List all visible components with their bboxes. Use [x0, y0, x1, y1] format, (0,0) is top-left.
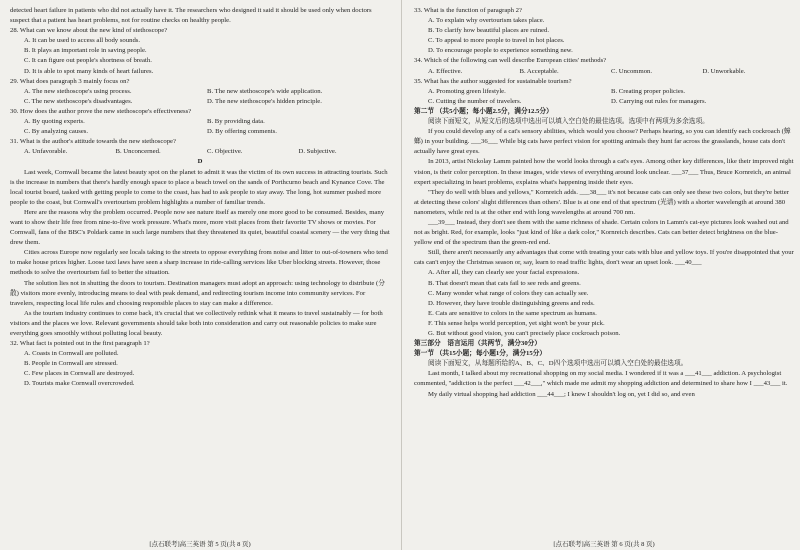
option-32d: D. Tourists make Cornwall overcrowded. — [24, 380, 135, 388]
option-28d: D. It is able to spot many kinds of heart failures. — [24, 67, 154, 75]
option-32a: A. Coasts in Cornwall are polluted. — [24, 350, 119, 358]
option-f: F. This sense helps world perception, yet sight won't be your pick. — [428, 319, 605, 327]
option-28b: B. It plays an important role in saving people. — [24, 47, 147, 55]
question-28: 28. What can we know about the new kind of stethoscope? — [10, 27, 168, 35]
option-32b: B. People in Cornwall are stressed. — [24, 360, 118, 368]
option-e: E. Cats are sensitive to colors in the same spectrum as humans. — [428, 309, 597, 317]
page-divider — [401, 0, 402, 550]
option-28a: A. It can be used to access all body sounds. — [24, 37, 141, 45]
option-29d: D. The new stethoscope's hidden principle. — [207, 97, 322, 105]
passage-d-paragraph-2: Here are the reasons why the problem occurred. People now see nature itself as merely one more good to be consumed. Besides, many want to show their life free from nine-to-five work pressure. What's more, more visit places from their favorite TV shows or movies. For Cornwall, fans of the BBC's Poldark came in such large numbers that they threatened its quiet, beautiful coastal scenery — the very thing that drew them. — [10, 208, 390, 247]
passage-c-tail: detected heart failure in patients who did not actually have it. The researchers who designed it said it should be used only when doctors suspect that a patient has heart problems, not for routine checks on healthy people. — [10, 7, 372, 25]
passage-d-paragraph-1: Last week, Cornwall became the latest beauty spot on the planet to admit it was the victim of its own success in attracting tourists. Such is the increase in numbers that there's hardly enough space to place a beach towel on the sands of Porthcurno beach and Kynance Cove. The local tourist board, tasked with getting people to come to the coast, has had to ask people to stay away. The long, hot summer pushed more people to the coast, but Cornwall's overtourism problem highlights a number of familiar trends. — [10, 168, 388, 206]
left-page-footer: [点石联考]高三英语 第 5 页(共 8 页) — [149, 541, 251, 548]
option-35d: D. Carrying out rules for managers. — [611, 97, 707, 105]
option-31c: C. Objective. — [207, 148, 243, 156]
question-32: 32. What fact is pointed out in the first paragraph 1? — [10, 340, 150, 348]
option-31d: D. Subjective. — [298, 148, 337, 156]
option-30c: C. By analyzing causes. — [24, 128, 89, 136]
option-31a: A. Unfavorable. — [24, 148, 68, 156]
option-29a: A. The new stethoscope's using process. — [24, 87, 132, 95]
option-31b: B. Unconcerned. — [115, 148, 161, 156]
option-33a: A. To explain why overtourism takes place. — [428, 17, 545, 25]
part-3-heading: 第三部分 语言运用（共两节，满分30分） — [414, 340, 542, 348]
option-a: A. After all, they can clearly see your facial expressions. — [428, 269, 580, 277]
question-31: 31. What is the author's attitude towards the new stethoscope? — [10, 138, 176, 146]
passage-d-paragraph-5: As the tourism industry continues to come back, it's crucial that we collectively rethink what it means to travel sustainably — for both visitors and the places we love. Relevant governments should take both into consideration and carry out reasonable policies to make sure everything goes smoothly without polluting local beauty. — [10, 309, 383, 337]
cat-passage-paragraph-2: In 2013, artist Nickolay Lamm painted how the world looks through a cat's eyes. Among other key differences, like their improved night vision, is their color perception. In these images, wide views of everything around look unclear. ___37___ Thus, Bruce Kornreich, an animal expert specializing in heart problems, explains what's happening inside their eyes. — [414, 158, 794, 186]
option-30a: A. By quoting experts. — [24, 118, 85, 126]
cat-passage-paragraph-3: "They do well with blues and yellows," Kornreich adds. ___38___ it's not because cats can only see these two colors, but they're better at detecting these colors' slight differences than others'. Blue is at one end of that spectrum (光谱) with a shorter wavelength at around 380 nanometers, while red is at the other end with long wavelengths at around 700 nm. — [414, 188, 789, 216]
cloze-paragraph-2: My daily virtual shopping had addiction ___44___; I knew I shouldn't log on, yet I did so, and even — [428, 390, 695, 398]
cloze-paragraph-1: Last month, I talked about my recreational shopping on my social media. I wondered if it was a ___41___ addiction. A psychologist commented, "addiction is the perfect ___42___," which made me admit my shopping addiction and determined to share how I ___43___ it. — [414, 370, 788, 388]
option-g: G. But without good vision, you can't precisely place cockroach poison. — [428, 330, 621, 337]
option-33d: D. To encourage people to experience something new. — [428, 47, 573, 55]
cat-passage-paragraph-1: If you could develop any of a cat's sensory abilities, which would you choose? Perhaps hearing, so you can identify each cockroach (蟑螂) in your building. ___36___ While big cats have perfect vision for spotting animals they hunt far across the grasslands, house cats don't actually have great eyes. — [414, 128, 791, 156]
option-b: B. That doesn't mean that cats fail to see reds and greens. — [428, 279, 581, 287]
left-page — [10, 6, 390, 390]
option-33b: B. To clarify how beautiful places are ruined. — [428, 27, 550, 35]
option-32c: C. Few places in Cornwall are destroyed. — [24, 370, 135, 378]
option-34d: D. Unworkable. — [702, 67, 746, 75]
section-1-instructions: 阅读下面短文，从每题所给的A、B、C、D四个选项中选出可以填入空白处的最佳选项。 — [428, 360, 688, 368]
option-30d: D. By offering comments. — [207, 128, 277, 136]
passage-d-paragraph-3: Cities across Europe now regularly see locals taking to the streets to oppose everything from noise and litter to out-of-towners who tend to make house prices higher. Loose taxi laws have seen a sharp increase in ride-calling services like Uber blocking streets. However, those methods to solve the overtourism fail to better the situation. — [10, 249, 388, 277]
passage-d-paragraph-4: The solution lies not in shutting the doors to tourism. Destination managers must adopt an approach: using technology to distribute (分散) visitors more evenly, introducing means to deal with peak demand, and redirecting tourism income into community services. For travelers, respecting local life rules and choosing responsible places to stay can make a difference. — [10, 279, 385, 307]
question-33: 33. What is the function of paragraph 2? — [414, 7, 522, 14]
question-35: 35. What has the author suggested for sustainable tourism? — [414, 77, 572, 85]
section-1-heading: 第一节 （共15小题；每小题1分，满分15分） — [414, 350, 547, 358]
option-28c: C. It can figure out people's shortness of breath. — [24, 57, 152, 65]
question-29: 29. What does paragraph 3 mainly focus on? — [10, 77, 130, 85]
option-35a: A. Promoting green lifestyle. — [428, 87, 506, 95]
option-35b: B. Creating proper policies. — [611, 87, 686, 95]
question-30: 30. How does the author prove the new stethoscope's effectiveness? — [10, 107, 192, 115]
passage-d-heading: D — [197, 158, 203, 166]
option-35c: C. Cutting the number of travelers. — [428, 97, 522, 105]
option-34a: A. Effective. — [428, 67, 463, 75]
cat-passage-paragraph-5: Still, there aren't necessarily any advantages that come with treating your cats with blue and yellow toys. If you're disappointed that your cats can't enjoy the Christmas season or, say, learn to read traffic lights, don't wear an upset look. ___40___ — [414, 249, 794, 267]
option-30b: B. By providing data. — [207, 118, 265, 126]
cat-passage-paragraph-4: ___39___ Instead, they don't see them with the same richness of shade. Certain colors in Lamm's cat-eye pictures look washed out and not as bright. Red, for example, looks "just kind of like a dark color," Kornreich describes. Cats can better detect brightness on the blue-yellow end of the spectrum than the green-red end. — [414, 218, 789, 247]
option-33c: C. To appeal to more people to travel in hot places. — [428, 37, 565, 45]
section-2-heading: 第二节 （共5小题；每小题2.5分，满分12.5分） — [414, 107, 553, 115]
option-d: D. However, they have trouble distinguishing greens and reds. — [428, 299, 595, 307]
option-34c: C. Uncommon. — [611, 67, 653, 75]
section-2-instructions: 阅读下面短文，从短文后的选项中选出可以填入空白处的最佳选项。选项中有两项为多余选项。 — [428, 118, 709, 126]
option-34b: B. Acceptable. — [519, 67, 559, 75]
question-34: 34. Which of the following can well describe European cities' methods? — [414, 57, 607, 65]
option-29c: C. The new stethoscope's disadvantages. — [24, 97, 133, 105]
right-page — [414, 6, 794, 400]
right-page-footer: [点石联考]高三英语 第 6 页(共 8 页) — [553, 541, 655, 548]
option-c: C. Many wonder what range of colors they can actually see. — [428, 289, 589, 297]
option-29b: B. The new stethoscope's wide application. — [207, 87, 323, 95]
